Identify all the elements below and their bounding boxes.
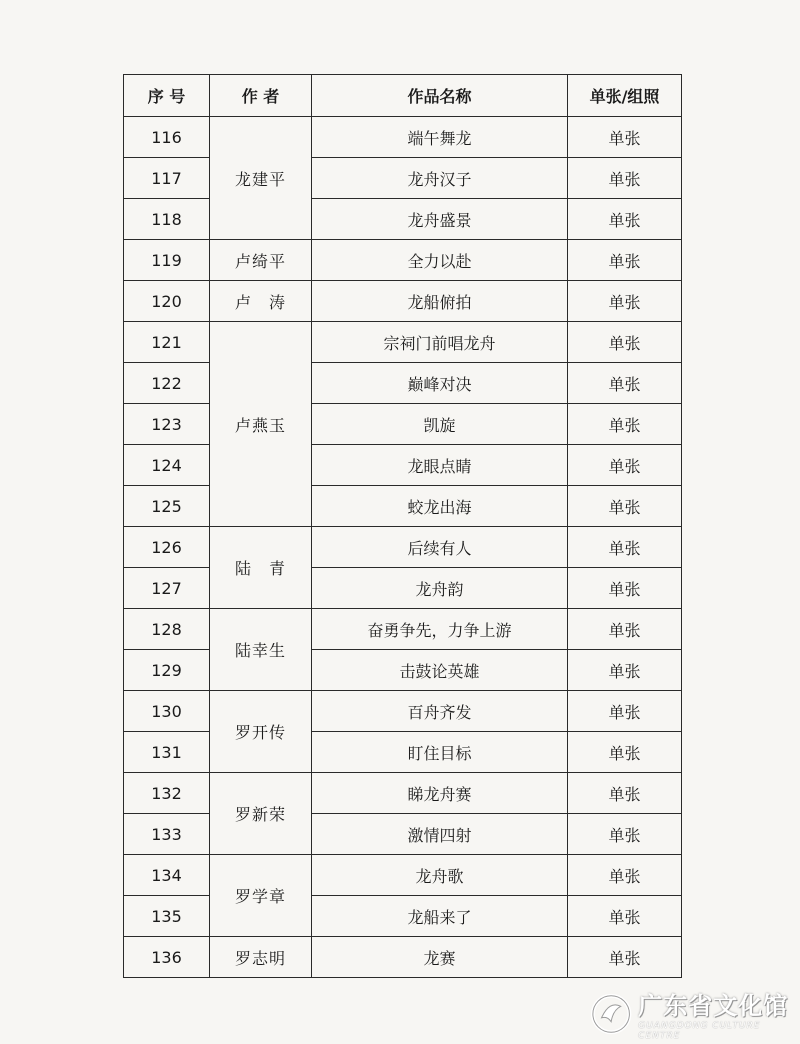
row-type: 单张 bbox=[568, 773, 682, 814]
row-title: 龙赛 bbox=[312, 937, 568, 978]
row-no: 132 bbox=[124, 773, 210, 814]
table-row bbox=[124, 158, 682, 199]
row-author: 罗新荣 bbox=[210, 773, 312, 855]
row-title: 龙舟歌 bbox=[312, 855, 568, 896]
row-no: 128 bbox=[124, 609, 210, 650]
row-no: 130 bbox=[124, 691, 210, 732]
row-title: 龙舟汉子 bbox=[312, 158, 568, 199]
row-no: 136 bbox=[124, 937, 210, 978]
row-title: 巅峰对决 bbox=[312, 363, 568, 404]
logo-chinese-name: 广东省文化馆 bbox=[638, 992, 789, 1020]
row-type: 单张 bbox=[568, 281, 682, 322]
row-author: 罗志明 bbox=[210, 937, 312, 978]
row-title: 龙船来了 bbox=[312, 896, 568, 937]
table-row bbox=[124, 199, 682, 240]
row-title: 盯住目标 bbox=[312, 732, 568, 773]
table-header-row bbox=[124, 75, 682, 117]
row-type: 单张 bbox=[568, 855, 682, 896]
table-row bbox=[124, 937, 682, 978]
works-table bbox=[123, 74, 682, 978]
culture-centre-logo-icon bbox=[590, 992, 632, 1036]
row-type: 单张 bbox=[568, 158, 682, 199]
row-type: 单张 bbox=[568, 322, 682, 363]
table-row bbox=[124, 240, 682, 281]
row-no: 125 bbox=[124, 486, 210, 527]
table-row bbox=[124, 855, 682, 896]
row-title: 龙舟盛景 bbox=[312, 199, 568, 240]
row-author: 陆幸生 bbox=[210, 609, 312, 691]
row-type: 单张 bbox=[568, 404, 682, 445]
row-no: 124 bbox=[124, 445, 210, 486]
row-title: 龙船俯拍 bbox=[312, 281, 568, 322]
table-row bbox=[124, 404, 682, 445]
row-type: 单张 bbox=[568, 691, 682, 732]
row-no: 122 bbox=[124, 363, 210, 404]
header-title: 作品名称 bbox=[312, 75, 568, 117]
row-title: 凯旋 bbox=[312, 404, 568, 445]
header-no: 序 号 bbox=[124, 75, 210, 117]
table-row bbox=[124, 527, 682, 568]
row-author: 罗学章 bbox=[210, 855, 312, 937]
row-title: 蛟龙出海 bbox=[312, 486, 568, 527]
row-title: 奋勇争先，力争上游 bbox=[312, 609, 568, 650]
table-body bbox=[124, 117, 682, 978]
row-author: 龙建平 bbox=[210, 117, 312, 240]
row-type: 单张 bbox=[568, 240, 682, 281]
row-author: 卢燕玉 bbox=[210, 322, 312, 527]
row-type: 单张 bbox=[568, 486, 682, 527]
table-row bbox=[124, 773, 682, 814]
row-title: 宗祠门前唱龙舟 bbox=[312, 322, 568, 363]
table-row bbox=[124, 814, 682, 855]
row-type: 单张 bbox=[568, 117, 682, 158]
table-row bbox=[124, 486, 682, 527]
row-title: 端午舞龙 bbox=[312, 117, 568, 158]
row-author: 卢绮平 bbox=[210, 240, 312, 281]
table-row bbox=[124, 117, 682, 158]
row-title: 睇龙舟赛 bbox=[312, 773, 568, 814]
row-author: 罗开传 bbox=[210, 691, 312, 773]
row-type: 单张 bbox=[568, 527, 682, 568]
row-no: 123 bbox=[124, 404, 210, 445]
row-no: 120 bbox=[124, 281, 210, 322]
table-row bbox=[124, 322, 682, 363]
row-type: 单张 bbox=[568, 363, 682, 404]
row-title: 激情四射 bbox=[312, 814, 568, 855]
row-type: 单张 bbox=[568, 650, 682, 691]
row-title: 百舟齐发 bbox=[312, 691, 568, 732]
row-no: 119 bbox=[124, 240, 210, 281]
row-title: 龙舟韵 bbox=[312, 568, 568, 609]
row-no: 129 bbox=[124, 650, 210, 691]
row-title: 龙眼点睛 bbox=[312, 445, 568, 486]
row-no: 133 bbox=[124, 814, 210, 855]
logo-english-name: GUANGDONG CULTURE CENTRE bbox=[638, 1021, 761, 1041]
table-row bbox=[124, 568, 682, 609]
table-row bbox=[124, 732, 682, 773]
row-no: 127 bbox=[124, 568, 210, 609]
row-type: 单张 bbox=[568, 199, 682, 240]
table-row bbox=[124, 281, 682, 322]
culture-centre-logo bbox=[590, 986, 800, 1041]
row-type: 单张 bbox=[568, 814, 682, 855]
table-row bbox=[124, 650, 682, 691]
row-type: 单张 bbox=[568, 937, 682, 978]
row-no: 135 bbox=[124, 896, 210, 937]
header-type: 单张/组照 bbox=[568, 75, 682, 117]
row-no: 121 bbox=[124, 322, 210, 363]
row-type: 单张 bbox=[568, 568, 682, 609]
row-no: 134 bbox=[124, 855, 210, 896]
row-type: 单张 bbox=[568, 896, 682, 937]
row-author: 陆 青 bbox=[210, 527, 312, 609]
row-author: 卢 涛 bbox=[210, 281, 312, 322]
table-row bbox=[124, 363, 682, 404]
row-no: 117 bbox=[124, 158, 210, 199]
row-type: 单张 bbox=[568, 732, 682, 773]
table-row bbox=[124, 445, 682, 486]
row-type: 单张 bbox=[568, 609, 682, 650]
row-no: 126 bbox=[124, 527, 210, 568]
row-title: 击鼓论英雄 bbox=[312, 650, 568, 691]
row-title: 全力以赴 bbox=[312, 240, 568, 281]
table-row bbox=[124, 691, 682, 732]
table-row bbox=[124, 609, 682, 650]
row-no: 131 bbox=[124, 732, 210, 773]
header-author: 作 者 bbox=[210, 75, 312, 117]
row-no: 118 bbox=[124, 199, 210, 240]
row-type: 单张 bbox=[568, 445, 682, 486]
row-title: 后续有人 bbox=[312, 527, 568, 568]
table-row bbox=[124, 896, 682, 937]
row-no: 116 bbox=[124, 117, 210, 158]
